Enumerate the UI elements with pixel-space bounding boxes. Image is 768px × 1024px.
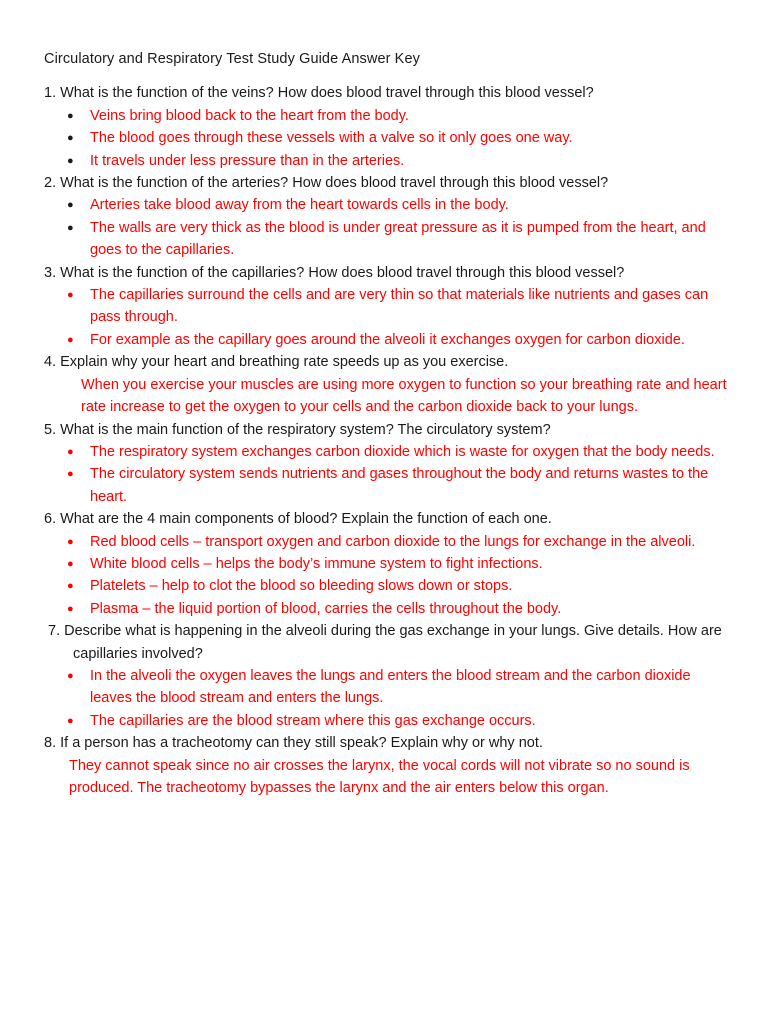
answer-item: ● Platelets – help to clot the blood so bleeding slows down or stops.	[44, 575, 728, 597]
answer-paragraph: When you exercise your muscles are using more oxygen to function so your breathing rate and heart rate increase to get the oxygen to your cells and the carbon dioxide back to your lungs.	[81, 376, 727, 416]
question-8	[44, 732, 728, 799]
question-text: 6. What are the 4 main components of blood? Explain the function of each one.	[44, 511, 552, 528]
bullet-icon: ●	[67, 714, 74, 727]
answer-item: ● In the alveoli the oxygen leaves the lungs and enters the blood stream and the carbon dioxide leaves the blood stream and enters the lungs.	[44, 665, 728, 710]
answer-item: ● It travels under less pressure than in the arteries.	[44, 150, 728, 172]
bullet-icon: ●	[67, 333, 74, 346]
question-3	[44, 262, 728, 352]
document-title: Circulatory and Respiratory Test Study Guide Answer Key	[44, 51, 420, 67]
bullet-icon: ●	[67, 602, 74, 615]
answer-item: ● Plasma – the liquid portion of blood, carries the cells throughout the body.	[44, 598, 728, 620]
bullet-icon: ●	[67, 580, 74, 593]
bullet-icon: ●	[67, 669, 74, 682]
answer-list	[44, 194, 728, 261]
answer-item: ● The circulatory system sends nutrients and gases throughout the body and returns wastes to the heart.	[44, 463, 728, 508]
question-text: 4. Explain why your heart and breathing rate speeds up as you exercise.	[44, 354, 509, 371]
answer-list	[44, 531, 728, 621]
answer-item: ● The capillaries are the blood stream where this gas exchange occurs.	[44, 710, 728, 732]
answer-item: ● Arteries take blood away from the heart towards cells in the body.	[44, 194, 728, 216]
answer-item: ● The blood goes through these vessels with a valve so it only goes one way.	[44, 127, 728, 149]
answer-item: ● The respiratory system exchanges carbon dioxide which is waste for oxygen that the body needs.	[44, 441, 728, 463]
answer-list	[44, 665, 728, 732]
question-7	[44, 620, 728, 732]
question-text: 2. What is the function of the arteries? How does blood travel through this blood vessel?	[44, 175, 609, 192]
answer-item: ● For example as the capillary goes around the alveoli it exchanges oxygen for carbon dioxide.	[44, 329, 728, 351]
answer-list	[44, 284, 728, 351]
question-text: 3. What is the function of the capillaries? How does blood travel through this blood vessel?	[44, 264, 625, 281]
answer-list	[44, 441, 728, 508]
question-2	[44, 172, 728, 262]
question-1	[44, 82, 728, 172]
answer-item: ● White blood cells – helps the body’s immune system to fight infections.	[44, 553, 728, 575]
bullet-icon: ●	[67, 221, 74, 234]
bullet-icon: ●	[67, 535, 74, 548]
answer-item: ● The walls are very thick as the blood is under great pressure as it is pumped from the heart, and goes to the capillaries.	[44, 217, 728, 262]
bullet-icon: ●	[67, 468, 74, 481]
answer-paragraph: They cannot speak since no air crosses the larynx, the vocal cords will not vibrate so no sound is produced. The tracheotomy bypasses the larynx and the air enters below this organ.	[69, 757, 690, 796]
answer-item: ● The capillaries surround the cells and are very thin so that materials like nutrients and gases can pass through.	[44, 284, 728, 329]
question-text: 5. What is the main function of the respiratory system? The circulatory system?	[44, 421, 551, 438]
bullet-icon: ●	[67, 289, 74, 302]
question-text: 1. What is the function of the veins? How does blood travel through this blood vessel?	[44, 85, 594, 102]
answer-item: ● Veins bring blood back to the heart from the body.	[44, 105, 728, 127]
answer-item: ● Red blood cells – transport oxygen and carbon dioxide to the lungs for exchange in the alveoli.	[44, 531, 728, 553]
bullet-icon: ●	[67, 154, 74, 167]
bullet-icon: ●	[67, 132, 74, 145]
bullet-icon: ●	[67, 199, 74, 212]
bullet-icon: ●	[67, 109, 74, 122]
question-6	[44, 508, 728, 620]
question-text: 8. If a person has a tracheotomy can they still speak? Explain why or why not.	[44, 735, 543, 752]
bullet-icon: ●	[67, 557, 74, 570]
bullet-icon: ●	[67, 445, 74, 458]
question-5	[44, 419, 728, 509]
answer-list	[44, 105, 728, 172]
question-text: 7. Describe what is happening in the alveoli during the gas exchange in your lungs. Give details. How are capillaries involved?	[48, 623, 722, 662]
question-4	[44, 351, 728, 418]
